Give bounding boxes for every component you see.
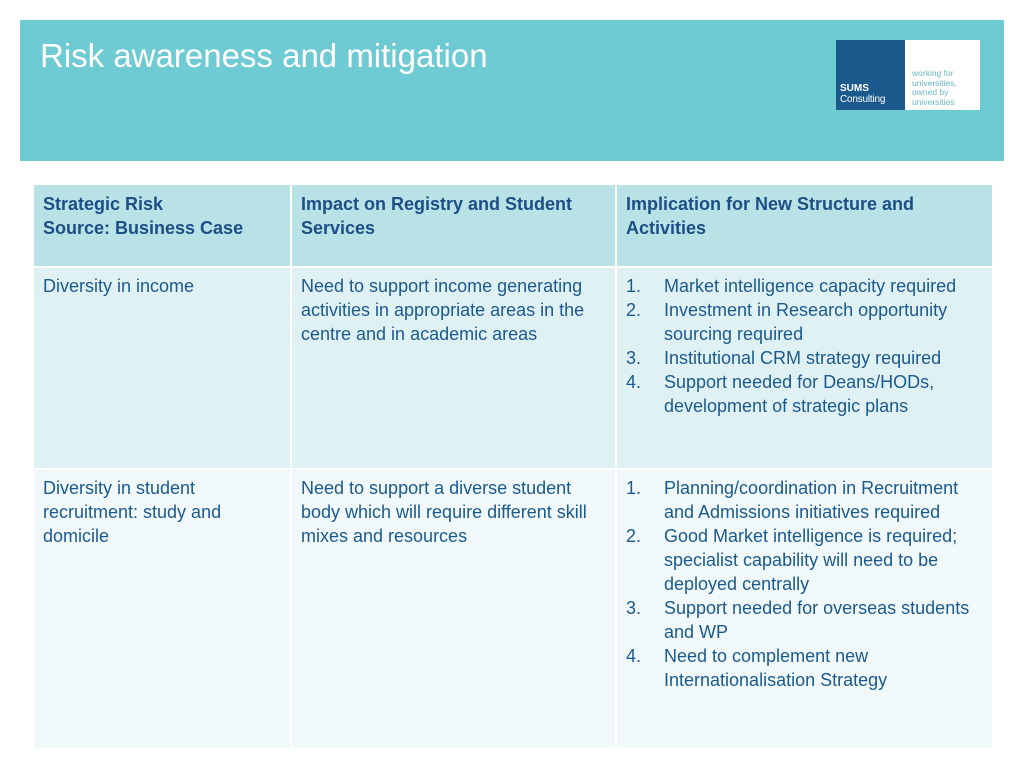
list-number: 4. [626,372,642,392]
logo-tagline: working for universities, owned by universities [912,68,957,107]
impact-cell: Need to support a diverse student body which will require different skill mixes and resources [291,469,616,749]
list-item [626,298,983,346]
list-item [626,274,983,298]
logo-brand-line1: SUMS [840,83,869,94]
list-text: Support needed for Deans/HODs, development of strategic plans [664,372,935,416]
list-text: Need to complement new Internationalisation Strategy [664,646,888,690]
list-number: 4. [626,646,642,666]
table-header-row [33,184,993,267]
logo-brand-block [836,40,905,110]
list-text: Good Market intelligence is required; specialist capability will need to be deployed centrally [664,526,958,594]
list-item [626,346,983,370]
implication-list [626,476,983,692]
header-implication: Implication for New Structure and Activities [616,184,993,267]
header-strategic-risk-line1: Strategic Risk [43,194,164,214]
list-number: 3. [626,348,642,368]
risk-table [32,183,994,750]
risk-cell: Diversity in income [33,267,291,469]
header-impact: Impact on Registry and Student Services [291,184,616,267]
implication-cell [616,469,993,749]
list-item [626,596,983,644]
sums-consulting-logo [836,40,980,110]
list-number: 2. [626,526,642,546]
list-number: 1. [626,276,642,296]
list-item [626,644,983,692]
table-row [33,267,993,469]
slide-title: Risk awareness and mitigation [40,37,488,74]
list-number: 3. [626,598,642,618]
header-strategic-risk-line2: Source: Business Case [43,218,244,238]
impact-cell: Need to support income generating activities in appropriate areas in the centre and in academic areas [291,267,616,469]
list-text: Planning/coordination in Recruitment and Admissions initiatives required [664,478,959,522]
list-text: Institutional CRM strategy required [664,348,942,368]
list-text: Support needed for overseas students and WP [664,598,970,642]
list-item [626,524,983,596]
list-number: 1. [626,478,642,498]
table-row [33,469,993,749]
implication-list [626,274,983,418]
list-number: 2. [626,300,642,320]
title-banner [20,20,1004,161]
list-item [626,476,983,524]
header-strategic-risk [33,184,291,267]
logo-brand-line2: Consulting [840,94,886,105]
implication-cell [616,267,993,469]
logo-tagline-block [908,40,980,110]
list-text: Market intelligence capacity required [664,276,957,296]
list-text: Investment in Research opportunity sourcing required [664,300,948,344]
list-item [626,370,983,418]
risk-cell: Diversity in student recruitment: study and domicile [33,469,291,749]
